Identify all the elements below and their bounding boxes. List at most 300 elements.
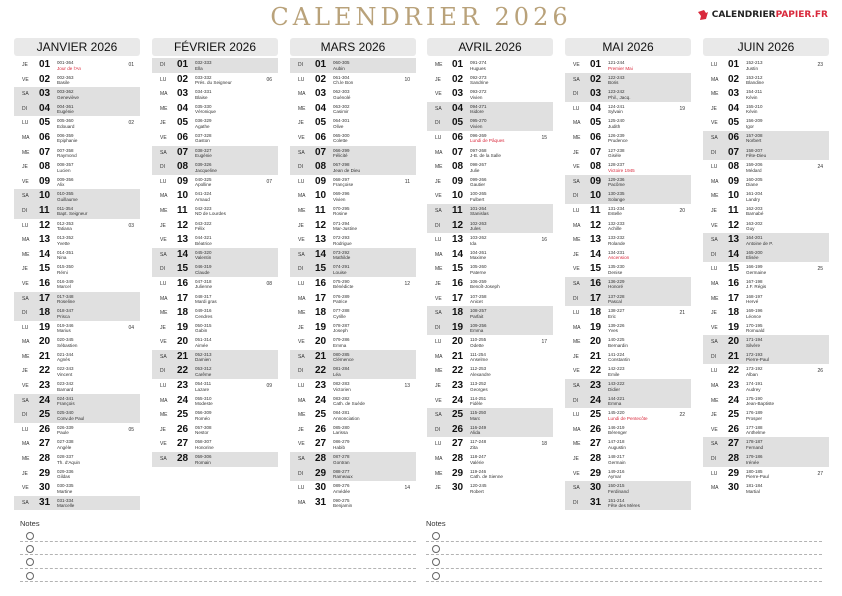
day-row[interactable] <box>427 379 553 394</box>
day-of-year: 154-211 <box>746 89 763 95</box>
day-row[interactable] <box>152 350 278 365</box>
saint-name: Alix <box>57 182 65 188</box>
day-row[interactable] <box>290 219 416 234</box>
saint-name: Cath. de Sienne <box>470 474 503 480</box>
saint-name: Casimir <box>333 109 349 115</box>
day-row[interactable] <box>565 379 691 394</box>
weekday-abbr: MA <box>22 237 30 244</box>
day-row[interactable] <box>152 292 278 307</box>
saint-name: Conv.de Paul <box>57 415 85 421</box>
day-row[interactable] <box>427 364 553 379</box>
day-number: 19 <box>315 321 327 333</box>
day-row[interactable] <box>703 262 829 277</box>
weekday-abbr: VE <box>573 368 580 375</box>
day-row[interactable] <box>14 379 140 394</box>
weekday-abbr: ME <box>573 237 581 244</box>
day-row[interactable] <box>290 277 416 292</box>
day-row[interactable] <box>565 219 691 234</box>
day-row[interactable] <box>703 306 829 321</box>
day-row[interactable] <box>565 364 691 379</box>
day-row[interactable] <box>427 131 553 146</box>
saint-name: Tatiana <box>57 226 72 232</box>
saint-name: Fidèle <box>470 401 483 407</box>
day-row[interactable] <box>152 423 278 438</box>
day-of-year: 025-340 <box>57 410 74 416</box>
day-row[interactable] <box>703 423 829 438</box>
notes-label: Notes <box>426 519 446 528</box>
day-row[interactable] <box>427 175 553 190</box>
day-row[interactable] <box>14 292 140 307</box>
day-row[interactable] <box>152 58 278 73</box>
day-row[interactable] <box>703 292 829 307</box>
weekday-abbr: JE <box>711 105 717 112</box>
day-row[interactable] <box>14 58 140 73</box>
weekday-abbr: LU <box>298 76 305 83</box>
week-number: 11 <box>404 178 410 185</box>
day-row[interactable] <box>565 175 691 190</box>
day-row[interactable] <box>152 189 278 204</box>
day-number: 08 <box>39 161 51 173</box>
day-number: 28 <box>590 453 602 465</box>
day-row[interactable] <box>565 116 691 131</box>
day-row[interactable] <box>565 102 691 117</box>
day-row[interactable] <box>290 496 416 511</box>
note-line[interactable] <box>20 542 416 555</box>
day-row[interactable] <box>290 423 416 438</box>
holiday-name: Jour de l'An <box>57 65 82 71</box>
day-of-year: 143-222 <box>608 381 625 387</box>
day-row[interactable] <box>427 306 553 321</box>
checkbox-circle-icon[interactable] <box>26 532 34 540</box>
day-row[interactable] <box>427 277 553 292</box>
day-number: 29 <box>728 467 740 479</box>
note-line[interactable] <box>426 529 822 542</box>
day-row[interactable] <box>152 204 278 219</box>
saint-name: Aymar <box>608 474 622 480</box>
day-row[interactable] <box>152 73 278 88</box>
day-row[interactable] <box>152 335 278 350</box>
day-row[interactable] <box>14 350 140 365</box>
saint-name: Yvette <box>57 240 70 246</box>
day-row[interactable] <box>152 160 278 175</box>
day-row[interactable] <box>427 350 553 365</box>
day-row[interactable] <box>703 248 829 263</box>
day-row[interactable] <box>290 189 416 204</box>
day-row[interactable] <box>427 394 553 409</box>
day-number: 26 <box>590 423 602 435</box>
day-row[interactable] <box>290 350 416 365</box>
day-row[interactable] <box>565 58 691 73</box>
day-number: 27 <box>315 438 327 450</box>
note-line[interactable] <box>20 555 416 568</box>
day-row[interactable] <box>427 219 553 234</box>
day-of-year: 030-335 <box>57 483 74 489</box>
day-row[interactable] <box>290 160 416 175</box>
note-line[interactable] <box>20 569 416 582</box>
day-row[interactable] <box>565 233 691 248</box>
day-row[interactable] <box>14 481 140 496</box>
day-row[interactable] <box>565 452 691 467</box>
day-row[interactable] <box>427 335 553 350</box>
day-row[interactable] <box>290 248 416 263</box>
day-number: 14 <box>728 248 740 260</box>
calendar-grid <box>14 38 830 510</box>
day-row[interactable] <box>703 321 829 336</box>
day-row[interactable] <box>14 189 140 204</box>
day-row[interactable] <box>14 262 140 277</box>
day-row[interactable] <box>14 146 140 161</box>
day-number: 30 <box>728 482 740 494</box>
day-row[interactable] <box>290 116 416 131</box>
day-row[interactable] <box>290 146 416 161</box>
day-row[interactable] <box>152 379 278 394</box>
day-row[interactable] <box>565 423 691 438</box>
day-of-year: 137-228 <box>608 293 625 299</box>
day-of-year: 047-318 <box>195 278 212 284</box>
month-february <box>152 38 278 510</box>
day-row[interactable] <box>14 277 140 292</box>
checkbox-circle-icon[interactable] <box>26 558 34 566</box>
day-row[interactable] <box>427 73 553 88</box>
note-line[interactable] <box>20 529 416 542</box>
day-number: 15 <box>590 263 602 275</box>
day-row[interactable] <box>152 146 278 161</box>
day-row[interactable] <box>14 423 140 438</box>
day-row[interactable] <box>290 87 416 102</box>
day-row[interactable] <box>427 204 553 219</box>
day-row[interactable] <box>290 452 416 467</box>
day-row[interactable] <box>290 408 416 423</box>
day-row[interactable] <box>14 437 140 452</box>
day-number: 10 <box>590 190 602 202</box>
saint-name: Marc <box>470 415 481 421</box>
weekday-abbr: SA <box>22 91 29 98</box>
day-row[interactable] <box>14 102 140 117</box>
day-row[interactable] <box>703 189 829 204</box>
day-row[interactable] <box>703 219 829 234</box>
day-of-year: 056-309 <box>195 410 212 416</box>
day-row[interactable] <box>14 175 140 190</box>
day-row[interactable] <box>290 204 416 219</box>
weekday-abbr: VE <box>298 237 305 244</box>
note-line[interactable] <box>426 569 822 582</box>
day-row[interactable] <box>152 394 278 409</box>
checkbox-circle-icon[interactable] <box>432 572 440 580</box>
day-row[interactable] <box>565 87 691 102</box>
week-number: 22 <box>679 412 685 419</box>
day-row[interactable] <box>703 175 829 190</box>
day-row[interactable] <box>565 481 691 496</box>
saint-name: Solange <box>608 196 625 202</box>
day-row[interactable] <box>152 452 278 467</box>
day-of-year: 021-344 <box>57 351 74 357</box>
day-row[interactable] <box>703 102 829 117</box>
day-row[interactable] <box>703 350 829 365</box>
day-row[interactable] <box>427 189 553 204</box>
day-row[interactable] <box>14 248 140 263</box>
day-row[interactable] <box>152 175 278 190</box>
checkbox-circle-icon[interactable] <box>26 545 34 553</box>
day-row[interactable] <box>14 73 140 88</box>
day-row[interactable] <box>14 160 140 175</box>
day-row[interactable] <box>565 496 691 511</box>
day-of-year: 063-302 <box>333 103 350 109</box>
brand-logo[interactable] <box>697 8 828 22</box>
day-number: 01 <box>315 59 327 70</box>
day-row[interactable] <box>290 58 416 73</box>
day-row[interactable] <box>290 262 416 277</box>
weekday-abbr: ME <box>435 470 443 477</box>
day-row[interactable] <box>565 292 691 307</box>
day-of-year: 011-354 <box>57 205 74 211</box>
day-number: 02 <box>452 73 464 85</box>
day-row[interactable] <box>703 73 829 88</box>
day-row[interactable] <box>14 87 140 102</box>
day-row[interactable] <box>703 335 829 350</box>
day-row[interactable] <box>565 437 691 452</box>
day-row[interactable] <box>703 277 829 292</box>
day-row[interactable] <box>290 321 416 336</box>
day-row[interactable] <box>703 394 829 409</box>
day-of-year: 105-260 <box>470 264 487 270</box>
day-row[interactable] <box>427 160 553 175</box>
day-row[interactable] <box>152 219 278 234</box>
day-row[interactable] <box>703 58 829 73</box>
day-row[interactable] <box>565 204 691 219</box>
day-row[interactable] <box>427 102 553 117</box>
day-row[interactable] <box>152 233 278 248</box>
day-number: 02 <box>728 73 740 85</box>
checkbox-circle-icon[interactable] <box>432 545 440 553</box>
day-row[interactable] <box>565 467 691 482</box>
day-row[interactable] <box>703 379 829 394</box>
day-list <box>152 58 278 467</box>
day-row[interactable] <box>703 116 829 131</box>
day-row[interactable] <box>14 394 140 409</box>
day-number: 18 <box>39 307 51 319</box>
day-row[interactable] <box>703 437 829 452</box>
day-number: 19 <box>177 321 189 333</box>
day-number: 01 <box>728 59 740 70</box>
day-row[interactable] <box>14 496 140 511</box>
saint-name: Eugénie <box>195 153 212 159</box>
weekday-abbr: VE <box>711 324 718 331</box>
day-row[interactable] <box>565 306 691 321</box>
day-row[interactable] <box>290 73 416 88</box>
note-line[interactable] <box>426 542 822 555</box>
day-row[interactable] <box>427 321 553 336</box>
day-row[interactable] <box>703 131 829 146</box>
day-row[interactable] <box>565 277 691 292</box>
day-row[interactable] <box>152 321 278 336</box>
day-row[interactable] <box>152 131 278 146</box>
day-row[interactable] <box>290 102 416 117</box>
day-row[interactable] <box>152 364 278 379</box>
day-row[interactable] <box>565 160 691 175</box>
day-row[interactable] <box>427 248 553 263</box>
day-number: 31 <box>590 496 602 508</box>
day-number: 07 <box>177 146 189 158</box>
day-row[interactable] <box>152 262 278 277</box>
day-row[interactable] <box>152 248 278 263</box>
day-number: 18 <box>590 307 602 319</box>
day-of-year: 029-336 <box>57 468 74 474</box>
weekday-abbr: VE <box>573 62 580 68</box>
day-row[interactable] <box>14 321 140 336</box>
day-row[interactable] <box>565 248 691 263</box>
day-of-year: 118-247 <box>470 454 487 460</box>
saint-name: Odette <box>470 342 484 348</box>
day-row[interactable] <box>290 437 416 452</box>
day-row[interactable] <box>290 379 416 394</box>
day-row[interactable] <box>565 408 691 423</box>
day-number: 15 <box>177 263 189 275</box>
day-row[interactable] <box>427 408 553 423</box>
day-row[interactable] <box>290 481 416 496</box>
day-row[interactable] <box>152 408 278 423</box>
day-row[interactable] <box>14 219 140 234</box>
day-row[interactable] <box>427 467 553 482</box>
day-row[interactable] <box>565 189 691 204</box>
saint-name: Hervé <box>746 299 759 304</box>
day-row[interactable] <box>703 160 829 175</box>
saint-name: Annonciation <box>333 415 360 421</box>
day-row[interactable] <box>703 467 829 482</box>
day-row[interactable] <box>290 233 416 248</box>
day-row[interactable] <box>427 233 553 248</box>
day-row[interactable] <box>703 204 829 219</box>
day-row[interactable] <box>14 408 140 423</box>
day-row[interactable] <box>703 481 829 496</box>
checkbox-circle-icon[interactable] <box>432 532 440 540</box>
day-number: 24 <box>452 394 464 406</box>
day-row[interactable] <box>565 73 691 88</box>
day-row[interactable] <box>14 306 140 321</box>
day-row[interactable] <box>565 350 691 365</box>
weekday-abbr: JE <box>160 324 166 331</box>
day-row[interactable] <box>427 58 553 73</box>
day-list <box>565 58 691 510</box>
week-number: 26 <box>817 368 823 375</box>
day-list <box>427 58 553 496</box>
weekday-abbr: JE <box>160 120 166 127</box>
day-row[interactable] <box>427 262 553 277</box>
day-row[interactable] <box>703 364 829 379</box>
day-row[interactable] <box>565 394 691 409</box>
weekday-abbr: VE <box>298 339 305 346</box>
day-row[interactable] <box>565 146 691 161</box>
saint-name: Rodrigue <box>333 240 352 246</box>
day-row[interactable] <box>565 262 691 277</box>
day-of-year: 028-337 <box>57 454 74 460</box>
checkbox-circle-icon[interactable] <box>432 558 440 566</box>
day-row[interactable] <box>152 87 278 102</box>
day-number: 02 <box>177 73 189 85</box>
day-row[interactable] <box>703 408 829 423</box>
weekday-abbr: JE <box>711 310 717 317</box>
day-row[interactable] <box>290 335 416 350</box>
day-row[interactable] <box>427 116 553 131</box>
day-row[interactable] <box>152 437 278 452</box>
day-row[interactable] <box>427 452 553 467</box>
note-line[interactable] <box>426 555 822 568</box>
day-row[interactable] <box>14 204 140 219</box>
day-number: 23 <box>315 380 327 392</box>
day-row[interactable] <box>290 364 416 379</box>
day-row[interactable] <box>427 292 553 307</box>
day-row[interactable] <box>427 87 553 102</box>
day-row[interactable] <box>427 146 553 161</box>
day-row[interactable] <box>14 116 140 131</box>
day-row[interactable] <box>565 335 691 350</box>
saint-name: Honoré <box>608 284 624 290</box>
day-number: 01 <box>590 59 602 70</box>
week-number: 18 <box>541 441 547 448</box>
saint-name: Ferdinand <box>608 488 629 494</box>
day-row[interactable] <box>703 233 829 248</box>
day-number: 06 <box>728 131 740 143</box>
saint-name: Audrey <box>746 386 761 392</box>
day-row[interactable] <box>565 131 691 146</box>
day-row[interactable] <box>427 423 553 438</box>
day-row[interactable] <box>427 481 553 496</box>
day-number: 19 <box>728 321 740 333</box>
saint-name: Aimée <box>195 342 209 348</box>
day-number: 09 <box>39 175 51 187</box>
checkbox-circle-icon[interactable] <box>26 572 34 580</box>
day-row[interactable] <box>290 306 416 321</box>
notes-left <box>20 519 416 591</box>
day-row[interactable] <box>152 102 278 117</box>
saint-name: Benjamin <box>333 503 353 509</box>
saint-name: Guénolé <box>333 94 351 100</box>
day-row[interactable] <box>703 87 829 102</box>
day-row[interactable] <box>14 131 140 146</box>
weekday-abbr: ME <box>573 134 581 141</box>
day-number: 20 <box>452 336 464 348</box>
day-row[interactable] <box>290 394 416 409</box>
day-row[interactable] <box>152 306 278 321</box>
day-row[interactable] <box>14 467 140 482</box>
day-row[interactable] <box>290 131 416 146</box>
saint-name: Honorine <box>195 444 214 450</box>
saint-name: Prudence <box>608 138 628 144</box>
day-row[interactable] <box>152 116 278 131</box>
saint-name: Jean de Dieu <box>333 167 361 173</box>
day-row[interactable] <box>290 467 416 482</box>
day-row[interactable] <box>14 233 140 248</box>
day-of-year: 008-357 <box>57 162 74 168</box>
day-row[interactable] <box>290 175 416 190</box>
weekday-abbr: VE <box>573 266 580 273</box>
weekday-abbr: ME <box>298 105 306 112</box>
day-row[interactable] <box>14 364 140 379</box>
day-row[interactable] <box>565 321 691 336</box>
day-row[interactable] <box>703 146 829 161</box>
saint-name: Augustin <box>608 444 626 450</box>
day-row[interactable] <box>14 335 140 350</box>
day-row[interactable] <box>427 437 553 452</box>
day-row[interactable] <box>703 452 829 467</box>
day-row[interactable] <box>152 277 278 292</box>
day-number: 18 <box>315 307 327 319</box>
day-of-year: 144-221 <box>608 395 625 401</box>
day-of-year: 049-316 <box>195 308 212 314</box>
day-row[interactable] <box>14 452 140 467</box>
week-number: 10 <box>404 76 410 83</box>
day-number: 24 <box>728 394 740 406</box>
day-row[interactable] <box>290 292 416 307</box>
